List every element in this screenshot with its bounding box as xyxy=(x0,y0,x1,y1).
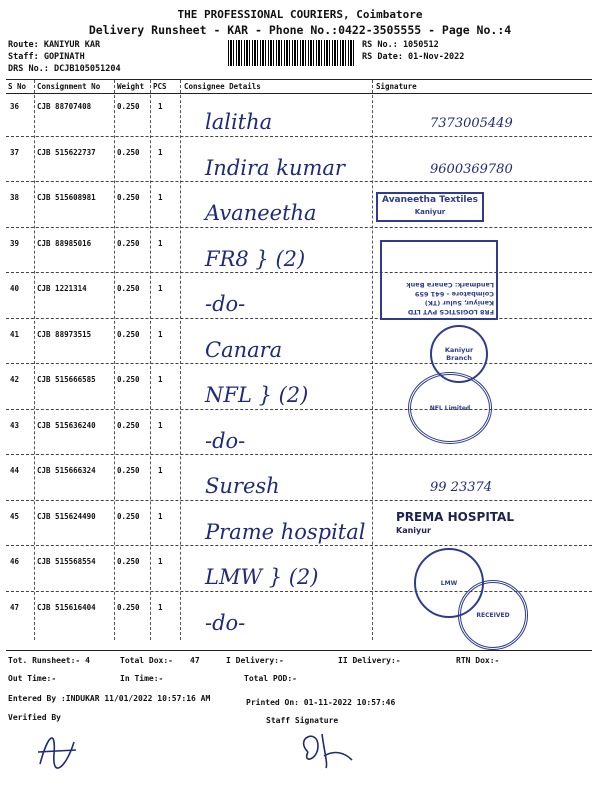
row-pcs: 1 xyxy=(158,102,163,111)
table-header-rule xyxy=(6,93,592,94)
row-pcs: 1 xyxy=(158,329,163,339)
rs-number: RS No.: 1050512 xyxy=(362,40,439,50)
rs-date: RS Date: 01-Nov-2022 xyxy=(362,52,465,62)
prema-stamp-sub: Kaniyur xyxy=(396,526,431,535)
row-pcs: 1 xyxy=(158,466,163,475)
col-divider xyxy=(150,80,151,640)
row-consignment-no: CJB 88985016 xyxy=(37,238,92,248)
avaneetha-stamp xyxy=(376,192,484,222)
total-dox-label: Total Dox:- xyxy=(120,656,173,665)
in-time: In Time:- xyxy=(120,674,164,683)
row-consignee: Canara xyxy=(205,337,283,362)
row-pcs: 1 xyxy=(158,284,163,293)
row-sno: 37 xyxy=(10,147,20,157)
row-divider xyxy=(6,500,592,501)
row-weight: 0.250 xyxy=(117,511,140,521)
row-pcs: 1 xyxy=(158,602,163,612)
row-pcs: 1 xyxy=(158,375,163,384)
fr8-stamp: FR8 LOGISTICS PVT LTD Kaniyur, Sulur (TK) Coimbatore - 641 659 Landmark: Canara Bank xyxy=(380,240,498,320)
row-consignment-no: CJB 515616404 xyxy=(37,602,96,612)
entered-by: Entered By :INDUKAR 11/01/2022 10:57:16 AM xyxy=(8,694,211,703)
runsheet-subtitle: Delivery Runsheet - KAR - Phone No.:0422-3505555 - Page No.:4 xyxy=(88,23,512,37)
row-consignee: lalitha xyxy=(205,110,273,134)
col-header-weight: Weight xyxy=(117,82,145,91)
row-sno: 46 xyxy=(10,557,20,566)
avaneetha-stamp-sub: Kaniyur xyxy=(414,208,446,216)
row-sno: 39 xyxy=(10,238,20,248)
row-weight: 0.250 xyxy=(117,420,140,430)
row-pcs: 1 xyxy=(158,193,163,202)
row-consignment-no: CJB 88973515 xyxy=(37,329,92,339)
row-weight: 0.250 xyxy=(117,284,140,293)
tot-runsheet: Tot. Runsheet:- 4 xyxy=(8,656,90,665)
row-pcs: 1 xyxy=(158,420,163,430)
i-delivery: I Delivery:- xyxy=(226,656,284,665)
row-divider xyxy=(6,181,592,182)
row-divider xyxy=(6,318,592,319)
nfl-seal: NFL Limited xyxy=(408,372,492,444)
row-pcs: 1 xyxy=(158,511,163,521)
row-consignment-no: CJB 515636240 xyxy=(37,420,96,430)
row-weight: 0.250 xyxy=(117,466,140,475)
row-weight: 0.250 xyxy=(117,602,140,612)
row-signature-phone: 99 23374 xyxy=(430,480,493,495)
row-sno: 40 xyxy=(10,284,20,293)
row-consignee: NFL } (2) xyxy=(205,383,309,407)
row-pcs: 1 xyxy=(158,147,163,157)
row-weight: 0.250 xyxy=(117,329,140,339)
row-signature-phone: 9600369780 xyxy=(430,161,513,177)
col-divider xyxy=(180,80,181,640)
col-header-signature: Signature xyxy=(376,82,417,91)
row-consignee: -do- xyxy=(205,610,246,635)
row-sno: 43 xyxy=(10,420,20,430)
route-label: Route: KANIYUR KAR xyxy=(8,40,101,50)
row-consignee: -do- xyxy=(205,292,246,316)
row-consignment-no: CJB 515568554 xyxy=(37,557,96,566)
row-consignment-no: CJB 515624490 xyxy=(37,511,96,521)
row-signature-phone: 7373005449 xyxy=(430,116,513,131)
row-consignment-no: CJB 1221314 xyxy=(37,284,87,293)
row-consignee: Prame hospital xyxy=(205,519,366,544)
row-consignment-no: CJB 515608981 xyxy=(37,193,96,202)
row-weight: 0.250 xyxy=(117,375,140,384)
row-consignee: Indira kumar xyxy=(205,155,345,180)
row-weight: 0.250 xyxy=(117,238,140,248)
table-top-rule xyxy=(6,79,592,80)
row-sno: 41 xyxy=(10,329,20,339)
row-sno: 47 xyxy=(10,602,20,612)
row-sno: 44 xyxy=(10,466,20,475)
row-divider xyxy=(6,363,592,364)
row-pcs: 1 xyxy=(158,238,163,248)
verified-by-label: Verified By xyxy=(8,713,61,722)
staff-signature-label: Staff Signature xyxy=(266,716,339,725)
row-consignment-no: CJB 515666324 xyxy=(37,466,96,475)
lmw-seal: LMW xyxy=(414,548,484,618)
row-sno: 36 xyxy=(10,102,20,111)
footer-rule xyxy=(6,650,592,651)
row-weight: 0.250 xyxy=(117,102,140,111)
total-dox-value: 47 xyxy=(190,656,200,665)
row-sno: 42 xyxy=(10,375,20,384)
staff-label: Staff: GOPINATH xyxy=(8,52,85,62)
col-divider xyxy=(34,80,35,640)
row-divider xyxy=(6,409,592,410)
row-consignee: -do- xyxy=(205,428,246,453)
col-header-consignment: Consignment No xyxy=(37,82,101,91)
col-header-consignee: Consignee Details xyxy=(184,82,261,91)
barcode-image xyxy=(228,40,356,66)
row-consignment-no: CJB 515666585 xyxy=(37,375,96,384)
staff-signature xyxy=(288,724,358,774)
drs-label: DRS No.: DCJB105051204 xyxy=(8,64,121,74)
runsheet-title: THE PROFESSIONAL COURIERS, Coimbatore xyxy=(177,8,423,21)
col-header-sno: S No xyxy=(8,82,27,91)
rtn-dox: RTN Dox:- xyxy=(456,656,500,665)
row-weight: 0.250 xyxy=(117,193,140,202)
printed-on: Printed On: 01-11-2022 10:57:46 xyxy=(246,698,396,707)
row-consignee: LMW } (2) xyxy=(205,565,319,589)
row-divider xyxy=(6,454,592,455)
row-sno: 38 xyxy=(10,193,20,202)
row-consignee: FR8 } (2) xyxy=(205,246,306,271)
row-pcs: 1 xyxy=(158,557,163,566)
avaneetha-stamp-title: Avaneetha Textiles xyxy=(382,195,478,205)
col-header-pcs: PCS xyxy=(153,82,167,91)
row-consignment-no: CJB 88707408 xyxy=(37,102,92,111)
row-divider xyxy=(6,227,592,228)
row-consignee: Avaneetha xyxy=(205,201,317,225)
col-divider xyxy=(114,80,115,640)
verifier-signature xyxy=(30,724,80,774)
col-divider xyxy=(372,80,373,640)
total-pod: Total POD:- xyxy=(244,674,297,683)
row-divider xyxy=(6,272,592,273)
ii-delivery: II Delivery:- xyxy=(338,656,401,665)
row-consignee: Suresh xyxy=(205,474,280,498)
row-sno: 45 xyxy=(10,511,20,521)
row-weight: 0.250 xyxy=(117,147,140,157)
out-time: Out Time:- xyxy=(8,674,57,683)
row-weight: 0.250 xyxy=(117,557,140,566)
prema-stamp-title: PREMA HOSPITAL xyxy=(396,510,514,524)
row-consignment-no: CJB 515622737 xyxy=(37,147,96,157)
row-divider xyxy=(6,136,592,137)
canara-seal-text: Kaniyur Branch xyxy=(444,346,474,362)
received-seal: RECEIVED xyxy=(458,580,528,650)
